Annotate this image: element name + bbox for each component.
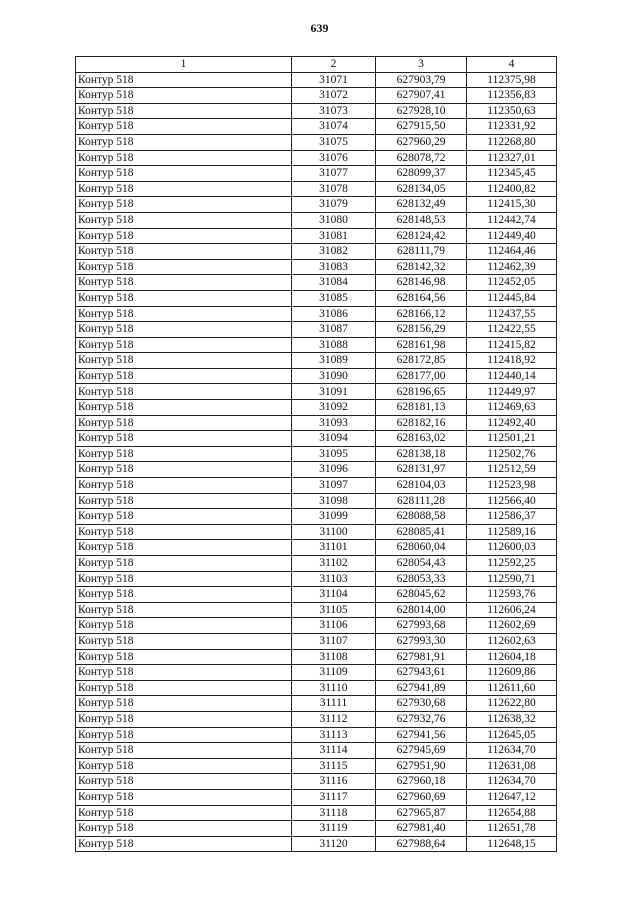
x-coordinate-cell: 628104,03 <box>376 478 467 494</box>
table-row <box>76 446 557 462</box>
point-number-cell: 31088 <box>292 337 376 353</box>
x-coordinate-cell: 628172,85 <box>376 353 467 369</box>
x-coordinate-cell: 628142,32 <box>376 259 467 275</box>
table-header-row <box>76 57 557 73</box>
table-row <box>76 836 557 852</box>
y-coordinate-cell: 112449,97 <box>467 384 557 400</box>
table-row <box>76 212 557 228</box>
y-coordinate-cell: 112611,60 <box>467 680 557 696</box>
contour-name-cell: Контур 518 <box>76 119 292 135</box>
y-coordinate-cell: 112375,98 <box>467 72 557 88</box>
y-coordinate-cell: 112449,40 <box>467 228 557 244</box>
point-number-cell: 31102 <box>292 556 376 572</box>
contour-name-cell: Контур 518 <box>76 805 292 821</box>
table-row <box>76 478 557 494</box>
table-row <box>76 711 557 727</box>
x-coordinate-cell: 628164,56 <box>376 290 467 306</box>
column-header-3: 3 <box>376 57 467 73</box>
point-number-cell: 31093 <box>292 415 376 431</box>
x-coordinate-cell: 628138,18 <box>376 446 467 462</box>
point-number-cell: 31082 <box>292 244 376 260</box>
y-coordinate-cell: 112400,82 <box>467 181 557 197</box>
table-row <box>76 431 557 447</box>
x-coordinate-cell: 627960,29 <box>376 134 467 150</box>
point-number-cell: 31115 <box>292 758 376 774</box>
y-coordinate-cell: 112327,01 <box>467 150 557 166</box>
point-number-cell: 31112 <box>292 711 376 727</box>
table-row <box>76 758 557 774</box>
contour-name-cell: Контур 518 <box>76 462 292 478</box>
table-row <box>76 119 557 135</box>
y-coordinate-cell: 112638,32 <box>467 711 557 727</box>
y-coordinate-cell: 112606,24 <box>467 602 557 618</box>
table-row <box>76 774 557 790</box>
y-coordinate-cell: 112440,14 <box>467 368 557 384</box>
x-coordinate-cell: 628088,58 <box>376 509 467 525</box>
x-coordinate-cell: 627960,69 <box>376 789 467 805</box>
contour-name-cell: Контур 518 <box>76 524 292 540</box>
contour-name-cell: Контур 518 <box>76 400 292 416</box>
x-coordinate-cell: 627945,69 <box>376 743 467 759</box>
contour-name-cell: Контур 518 <box>76 181 292 197</box>
x-coordinate-cell: 627981,40 <box>376 821 467 837</box>
y-coordinate-cell: 112445,84 <box>467 290 557 306</box>
contour-name-cell: Контур 518 <box>76 758 292 774</box>
x-coordinate-cell: 627965,87 <box>376 805 467 821</box>
x-coordinate-cell: 628014,00 <box>376 602 467 618</box>
table-row <box>76 72 557 88</box>
table-row <box>76 493 557 509</box>
contour-name-cell: Контур 518 <box>76 587 292 603</box>
table-row <box>76 618 557 634</box>
contour-name-cell: Контур 518 <box>76 649 292 665</box>
y-coordinate-cell: 112604,18 <box>467 649 557 665</box>
y-coordinate-cell: 112602,63 <box>467 633 557 649</box>
y-coordinate-cell: 112647,12 <box>467 789 557 805</box>
x-coordinate-cell: 628134,05 <box>376 181 467 197</box>
table-row <box>76 821 557 837</box>
y-coordinate-cell: 112622,80 <box>467 696 557 712</box>
y-coordinate-cell: 112331,92 <box>467 119 557 135</box>
table-row <box>76 290 557 306</box>
contour-name-cell: Контур 518 <box>76 556 292 572</box>
y-coordinate-cell: 112452,05 <box>467 275 557 291</box>
point-number-cell: 31096 <box>292 462 376 478</box>
point-number-cell: 31076 <box>292 150 376 166</box>
point-number-cell: 31109 <box>292 665 376 681</box>
contour-name-cell: Контур 518 <box>76 633 292 649</box>
y-coordinate-cell: 112590,71 <box>467 571 557 587</box>
table-row <box>76 400 557 416</box>
y-coordinate-cell: 112631,08 <box>467 758 557 774</box>
table-row <box>76 88 557 104</box>
contour-name-cell: Контур 518 <box>76 322 292 338</box>
point-number-cell: 31100 <box>292 524 376 540</box>
point-number-cell: 31117 <box>292 789 376 805</box>
contour-name-cell: Контур 518 <box>76 244 292 260</box>
coordinates-table <box>75 56 557 852</box>
x-coordinate-cell: 627903,79 <box>376 72 467 88</box>
table-row <box>76 680 557 696</box>
point-number-cell: 31105 <box>292 602 376 618</box>
point-number-cell: 31072 <box>292 88 376 104</box>
x-coordinate-cell: 627981,91 <box>376 649 467 665</box>
point-number-cell: 31089 <box>292 353 376 369</box>
x-coordinate-cell: 628099,37 <box>376 166 467 182</box>
y-coordinate-cell: 112502,76 <box>467 446 557 462</box>
contour-name-cell: Контур 518 <box>76 431 292 447</box>
contour-name-cell: Контур 518 <box>76 602 292 618</box>
y-coordinate-cell: 112350,63 <box>467 103 557 119</box>
point-number-cell: 31077 <box>292 166 376 182</box>
contour-name-cell: Контур 518 <box>76 306 292 322</box>
y-coordinate-cell: 112648,15 <box>467 836 557 852</box>
point-number-cell: 31103 <box>292 571 376 587</box>
contour-name-cell: Контур 518 <box>76 384 292 400</box>
point-number-cell: 31074 <box>292 119 376 135</box>
point-number-cell: 31106 <box>292 618 376 634</box>
point-number-cell: 31116 <box>292 774 376 790</box>
table-row <box>76 353 557 369</box>
contour-name-cell: Контур 518 <box>76 134 292 150</box>
point-number-cell: 31080 <box>292 212 376 228</box>
contour-name-cell: Контур 518 <box>76 711 292 727</box>
contour-name-cell: Контур 518 <box>76 789 292 805</box>
point-number-cell: 31086 <box>292 306 376 322</box>
x-coordinate-cell: 628182,16 <box>376 415 467 431</box>
x-coordinate-cell: 628078,72 <box>376 150 467 166</box>
x-coordinate-cell: 627907,41 <box>376 88 467 104</box>
point-number-cell: 31085 <box>292 290 376 306</box>
column-header-4: 4 <box>467 57 557 73</box>
y-coordinate-cell: 112592,25 <box>467 556 557 572</box>
x-coordinate-cell: 628161,98 <box>376 337 467 353</box>
y-coordinate-cell: 112593,76 <box>467 587 557 603</box>
point-number-cell: 31083 <box>292 259 376 275</box>
y-coordinate-cell: 112602,69 <box>467 618 557 634</box>
point-number-cell: 31110 <box>292 680 376 696</box>
x-coordinate-cell: 628060,04 <box>376 540 467 556</box>
point-number-cell: 31079 <box>292 197 376 213</box>
y-coordinate-cell: 112566,40 <box>467 493 557 509</box>
contour-name-cell: Контур 518 <box>76 290 292 306</box>
table-row <box>76 462 557 478</box>
x-coordinate-cell: 627930,68 <box>376 696 467 712</box>
y-coordinate-cell: 112422,55 <box>467 322 557 338</box>
x-coordinate-cell: 628111,28 <box>376 493 467 509</box>
x-coordinate-cell: 628148,53 <box>376 212 467 228</box>
table-row <box>76 556 557 572</box>
x-coordinate-cell: 627960,18 <box>376 774 467 790</box>
table-row <box>76 743 557 759</box>
table-row <box>76 306 557 322</box>
contour-name-cell: Контур 518 <box>76 493 292 509</box>
contour-name-cell: Контур 518 <box>76 665 292 681</box>
contour-name-cell: Контур 518 <box>76 228 292 244</box>
point-number-cell: 31108 <box>292 649 376 665</box>
contour-name-cell: Контур 518 <box>76 743 292 759</box>
y-coordinate-cell: 112609,86 <box>467 665 557 681</box>
table-row <box>76 337 557 353</box>
column-header-1: 1 <box>76 57 292 73</box>
contour-name-cell: Контур 518 <box>76 259 292 275</box>
contour-name-cell: Контур 518 <box>76 150 292 166</box>
table-row <box>76 587 557 603</box>
table-row <box>76 244 557 260</box>
point-number-cell: 31104 <box>292 587 376 603</box>
point-number-cell: 31099 <box>292 509 376 525</box>
contour-name-cell: Контур 518 <box>76 696 292 712</box>
x-coordinate-cell: 627993,30 <box>376 633 467 649</box>
x-coordinate-cell: 627941,89 <box>376 680 467 696</box>
y-coordinate-cell: 112437,55 <box>467 306 557 322</box>
contour-name-cell: Контур 518 <box>76 509 292 525</box>
contour-name-cell: Контур 518 <box>76 540 292 556</box>
contour-name-cell: Контур 518 <box>76 415 292 431</box>
contour-name-cell: Контур 518 <box>76 618 292 634</box>
contour-name-cell: Контур 518 <box>76 275 292 291</box>
y-coordinate-cell: 112464,46 <box>467 244 557 260</box>
x-coordinate-cell: 628053,33 <box>376 571 467 587</box>
point-number-cell: 31071 <box>292 72 376 88</box>
x-coordinate-cell: 628111,79 <box>376 244 467 260</box>
contour-name-cell: Контур 518 <box>76 727 292 743</box>
x-coordinate-cell: 628054,43 <box>376 556 467 572</box>
x-coordinate-cell: 628181,13 <box>376 400 467 416</box>
point-number-cell: 31119 <box>292 821 376 837</box>
contour-name-cell: Контур 518 <box>76 166 292 182</box>
x-coordinate-cell: 627941,56 <box>376 727 467 743</box>
table-row <box>76 415 557 431</box>
y-coordinate-cell: 112469,63 <box>467 400 557 416</box>
y-coordinate-cell: 112415,30 <box>467 197 557 213</box>
table-row <box>76 805 557 821</box>
contour-name-cell: Контур 518 <box>76 337 292 353</box>
y-coordinate-cell: 112356,83 <box>467 88 557 104</box>
contour-name-cell: Контур 518 <box>76 212 292 228</box>
x-coordinate-cell: 628166,12 <box>376 306 467 322</box>
x-coordinate-cell: 628196,65 <box>376 384 467 400</box>
contour-name-cell: Контур 518 <box>76 478 292 494</box>
contour-name-cell: Контур 518 <box>76 836 292 852</box>
point-number-cell: 31120 <box>292 836 376 852</box>
point-number-cell: 31114 <box>292 743 376 759</box>
y-coordinate-cell: 112345,45 <box>467 166 557 182</box>
x-coordinate-cell: 627928,10 <box>376 103 467 119</box>
x-coordinate-cell: 628163,02 <box>376 431 467 447</box>
x-coordinate-cell: 628131,97 <box>376 462 467 478</box>
contour-name-cell: Контур 518 <box>76 774 292 790</box>
table-row <box>76 275 557 291</box>
x-coordinate-cell: 627932,76 <box>376 711 467 727</box>
x-coordinate-cell: 627915,50 <box>376 119 467 135</box>
point-number-cell: 31101 <box>292 540 376 556</box>
x-coordinate-cell: 628045,62 <box>376 587 467 603</box>
point-number-cell: 31095 <box>292 446 376 462</box>
contour-name-cell: Контур 518 <box>76 88 292 104</box>
table-row <box>76 181 557 197</box>
table-row <box>76 696 557 712</box>
table-row <box>76 727 557 743</box>
table-row <box>76 150 557 166</box>
page-number: 639 <box>310 21 329 35</box>
y-coordinate-cell: 112268,80 <box>467 134 557 150</box>
x-coordinate-cell: 628124,42 <box>376 228 467 244</box>
point-number-cell: 31097 <box>292 478 376 494</box>
contour-name-cell: Контур 518 <box>76 446 292 462</box>
table-row <box>76 259 557 275</box>
x-coordinate-cell: 627993,68 <box>376 618 467 634</box>
table-row <box>76 368 557 384</box>
y-coordinate-cell: 112651,78 <box>467 821 557 837</box>
table-row <box>76 571 557 587</box>
table-row <box>76 649 557 665</box>
point-number-cell: 31075 <box>292 134 376 150</box>
table-row <box>76 540 557 556</box>
y-coordinate-cell: 112492,40 <box>467 415 557 431</box>
table-row <box>76 633 557 649</box>
x-coordinate-cell: 627943,61 <box>376 665 467 681</box>
column-header-2: 2 <box>292 57 376 73</box>
contour-name-cell: Контур 518 <box>76 353 292 369</box>
y-coordinate-cell: 112645,05 <box>467 727 557 743</box>
table-row <box>76 602 557 618</box>
x-coordinate-cell: 627951,90 <box>376 758 467 774</box>
y-coordinate-cell: 112442,74 <box>467 212 557 228</box>
y-coordinate-cell: 112600,03 <box>467 540 557 556</box>
point-number-cell: 31091 <box>292 384 376 400</box>
point-number-cell: 31111 <box>292 696 376 712</box>
x-coordinate-cell: 628085,41 <box>376 524 467 540</box>
y-coordinate-cell: 112418,92 <box>467 353 557 369</box>
table-row <box>76 197 557 213</box>
point-number-cell: 31081 <box>292 228 376 244</box>
point-number-cell: 31113 <box>292 727 376 743</box>
table-row <box>76 228 557 244</box>
point-number-cell: 31087 <box>292 322 376 338</box>
table-row <box>76 166 557 182</box>
y-coordinate-cell: 112512,59 <box>467 462 557 478</box>
table-body <box>76 72 557 852</box>
contour-name-cell: Контур 518 <box>76 821 292 837</box>
table-row <box>76 103 557 119</box>
point-number-cell: 31098 <box>292 493 376 509</box>
point-number-cell: 31107 <box>292 633 376 649</box>
y-coordinate-cell: 112634,70 <box>467 774 557 790</box>
contour-name-cell: Контур 518 <box>76 103 292 119</box>
x-coordinate-cell: 628132,49 <box>376 197 467 213</box>
table-row <box>76 509 557 525</box>
point-number-cell: 31090 <box>292 368 376 384</box>
table-row <box>76 789 557 805</box>
x-coordinate-cell: 628177,00 <box>376 368 467 384</box>
x-coordinate-cell: 628156,29 <box>376 322 467 338</box>
point-number-cell: 31084 <box>292 275 376 291</box>
y-coordinate-cell: 112523,98 <box>467 478 557 494</box>
y-coordinate-cell: 112415,82 <box>467 337 557 353</box>
point-number-cell: 31092 <box>292 400 376 416</box>
x-coordinate-cell: 627988,64 <box>376 836 467 852</box>
y-coordinate-cell: 112589,16 <box>467 524 557 540</box>
y-coordinate-cell: 112634,70 <box>467 743 557 759</box>
point-number-cell: 31073 <box>292 103 376 119</box>
contour-name-cell: Контур 518 <box>76 72 292 88</box>
contour-name-cell: Контур 518 <box>76 680 292 696</box>
point-number-cell: 31078 <box>292 181 376 197</box>
y-coordinate-cell: 112501,21 <box>467 431 557 447</box>
table-row <box>76 134 557 150</box>
contour-name-cell: Контур 518 <box>76 197 292 213</box>
y-coordinate-cell: 112586,37 <box>467 509 557 525</box>
point-number-cell: 31094 <box>292 431 376 447</box>
y-coordinate-cell: 112462,39 <box>467 259 557 275</box>
contour-name-cell: Контур 518 <box>76 571 292 587</box>
contour-name-cell: Контур 518 <box>76 368 292 384</box>
table-row <box>76 665 557 681</box>
point-number-cell: 31118 <box>292 805 376 821</box>
y-coordinate-cell: 112654,88 <box>467 805 557 821</box>
table-row <box>76 384 557 400</box>
table-row <box>76 524 557 540</box>
table-row <box>76 322 557 338</box>
x-coordinate-cell: 628146,98 <box>376 275 467 291</box>
